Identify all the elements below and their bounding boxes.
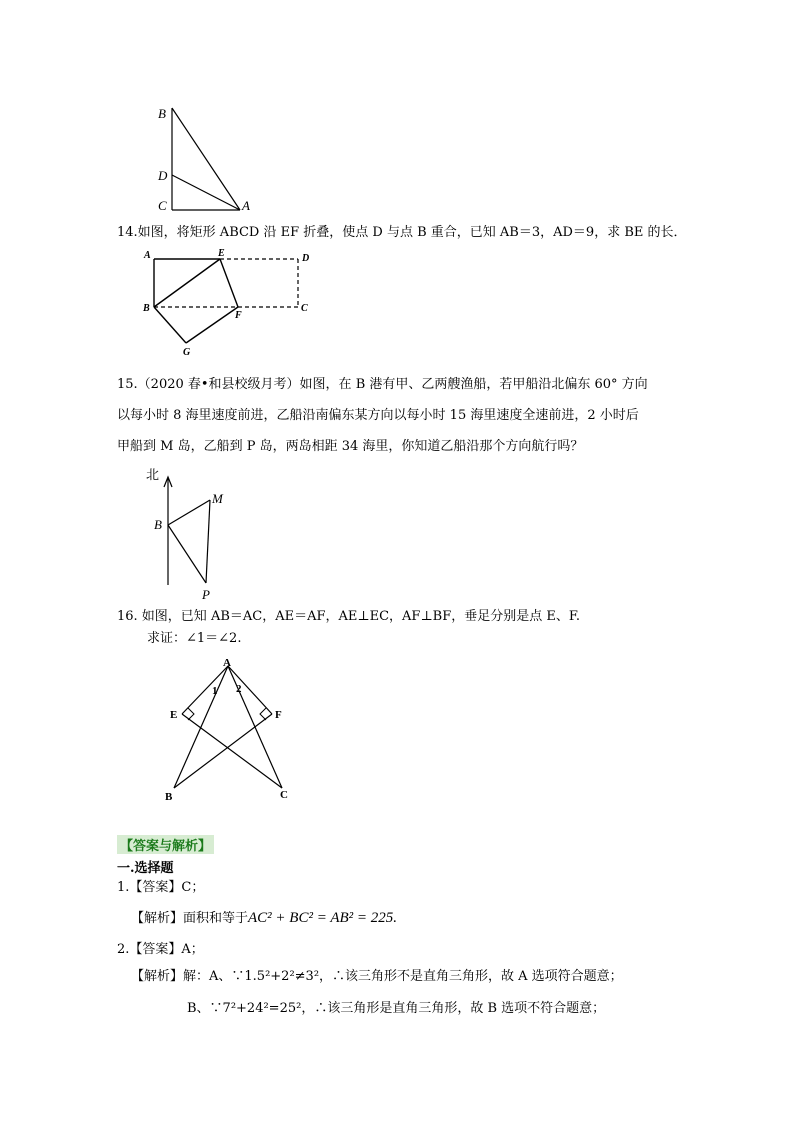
- label-north: 北: [146, 467, 160, 482]
- label-d: D: [302, 253, 310, 264]
- question-15-line2: 以每小时 8 海里速度前进，乙船沿南偏东某方向以每小时 15 海里速度全速前进，2 小时后: [117, 408, 639, 423]
- answer-1: 1.【答案】C；: [117, 880, 205, 895]
- label-b: B: [143, 303, 150, 314]
- label-a: A: [223, 657, 231, 669]
- answer-2-explanation-a: 【解析】解：A、∵1.5²+2²≠3²，∴该三角形不是直角三角形，故 A 选项符合题意；: [131, 969, 623, 984]
- label-c: C: [158, 198, 167, 213]
- question-15-line3: 甲船到 M 岛，乙船到 P 岛，两岛相距 34 海里，你知道乙船沿那个方向航行吗？: [117, 439, 584, 454]
- label-f: F: [275, 709, 282, 721]
- label-d: D: [158, 168, 168, 183]
- label-b: B: [154, 517, 162, 532]
- answer-2-explanation-b: B、∵7²+24²=25²，∴该三角形是直角三角形，故 B 选项不符合题意；: [187, 1001, 606, 1016]
- explanation-prefix: 【解析】面积和等于: [131, 911, 249, 926]
- label-c: C: [301, 303, 308, 314]
- figure-navigation: [140, 465, 240, 605]
- question-16-line2: 求证：∠1＝∠2.: [147, 631, 242, 646]
- angle-label-2: 2: [236, 683, 242, 695]
- question-16-line1: 16. 如图，已知 AB＝AC，AE＝AF，AE⊥EC，AF⊥BF，垂足分别是点 E、F.: [117, 609, 580, 624]
- figure-congruent-triangles: [160, 652, 300, 804]
- answer-2: 2.【答案】A；: [117, 942, 204, 957]
- figure-triangle-abc: [150, 100, 260, 215]
- section-title: 一.选择题: [117, 861, 174, 876]
- label-a: A: [242, 198, 250, 213]
- label-p: P: [202, 587, 210, 602]
- question-15-line1: 15.（2020 春•和县校级月考）如图，在 B 港有甲、乙两艘渔船，若甲船沿北偏东 60° 方向: [117, 377, 648, 392]
- label-e: E: [218, 248, 225, 259]
- label-m: M: [212, 491, 223, 506]
- label-e: E: [170, 709, 178, 721]
- label-a: A: [144, 250, 151, 261]
- question-14: 14.如图，将矩形 ABCD 沿 EF 折叠，使点 D 与点 B 重合，已知 AB＝3，AD＝9，求 BE 的长．: [117, 225, 687, 240]
- label-b: B: [158, 106, 166, 121]
- pythagorean-formula: AC² + BC² = AB² = 225.: [248, 910, 398, 926]
- label-g: G: [183, 347, 191, 358]
- answer-1-explanation: [131, 909, 397, 928]
- label-b: B: [165, 791, 173, 803]
- label-f: F: [235, 310, 242, 321]
- label-c: C: [280, 789, 288, 801]
- answers-heading: 【答案与解析】: [117, 835, 214, 854]
- angle-label-1: 1: [212, 685, 218, 697]
- figure-folded-rectangle: [140, 245, 320, 360]
